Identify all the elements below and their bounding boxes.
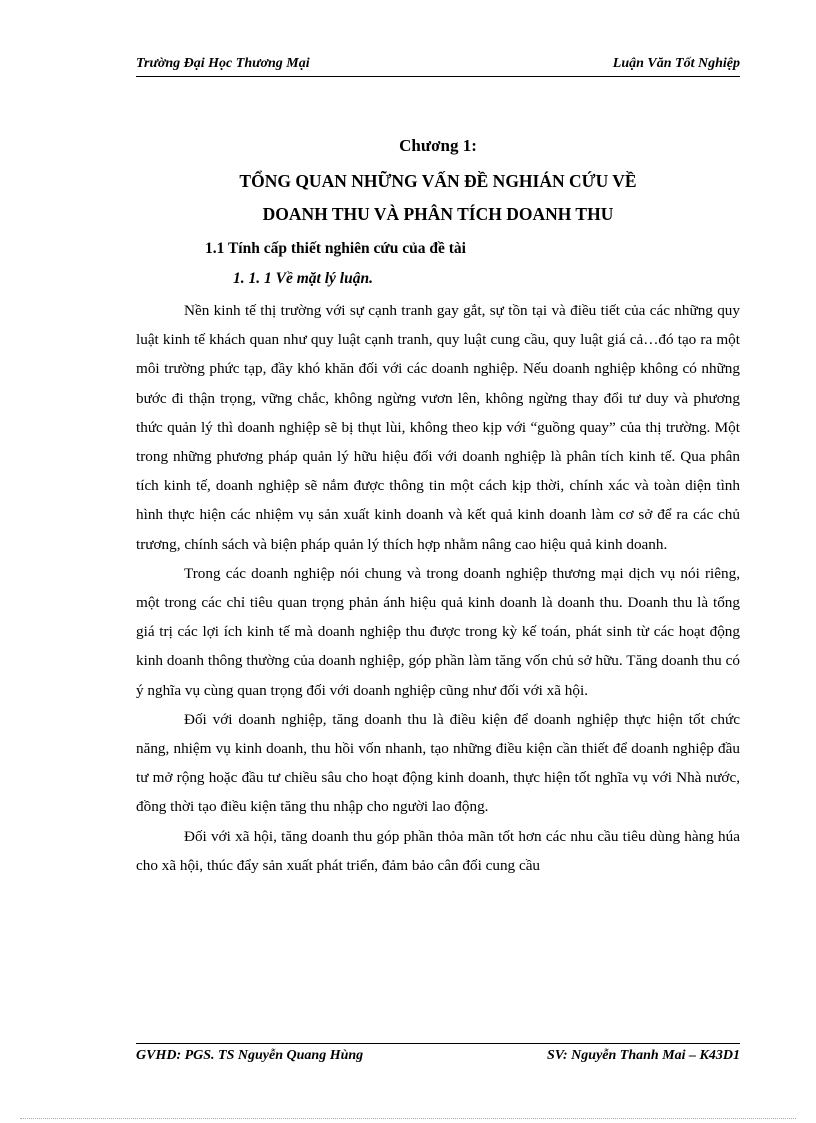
paragraph: Đối với xã hội, tăng doanh thu góp phần thỏa mãn tốt hơn các nhu cầu tiêu dùng hàng húa cho xã hội, thúc đẩy sản xuất phát triển, đảm bảo cân đối cung cầu [136, 827, 740, 874]
footer-advisor: GVHD: PGS. TS Nguyễn Quang Hùng [136, 1048, 364, 1063]
section-heading: 1.1 Tính cấp thiết nghiên cứu của đề tài [205, 240, 466, 257]
header-university: Trường Đại Học Thương Mại [136, 56, 310, 71]
body-text [136, 296, 740, 880]
chapter-title-line-1: TỔNG QUAN NHỮNG VẤN ĐỀ NGHIÁN CỨU VỀ [239, 171, 637, 191]
paragraph: Trong các doanh nghiệp nói chung và trong doanh nghiệp thương mại dịch vụ nói riêng, một trong các chỉ tiêu quan trọng phản ánh hiệu quả kinh doanh là doanh thu. Doanh thu là tổng giá trị các lợi ích kinh tế mà doanh nghiệp thu được trong kỳ kế toán, phát sinh từ các hoạt động kinh doanh thông thường của doanh nghiệp, góp phần làm tăng vốn chủ sở hữu. Tăng doanh thu có ý nghĩa vụ cùng quan trọng đối với doanh nghiệp cũng như đối với xã hội. [136, 564, 740, 699]
page-footer [136, 1048, 740, 1064]
subsection-heading: 1. 1. 1 Về mặt lý luận. [233, 270, 373, 287]
chapter-title-line-2: DOANH THU VÀ PHÂN TÍCH DOANH THU [262, 204, 614, 224]
header-divider [136, 76, 740, 77]
page-bottom-divider [20, 1118, 796, 1119]
paragraph: Đối với doanh nghiệp, tăng doanh thu là điều kiện để doanh nghiệp thực hiện tốt chức năng, nhiệm vụ kinh doanh, thu hồi vốn nhanh, tạo những điều kiện cần thiết để doanh nghiệp đầu tư mở rộng hoặc đầu tư chiều sâu cho hoạt động kinh doanh, thực hiện tốt nghĩa vụ với Nhà nước, đồng thời tạo điều kiện tăng thu nhập cho người lao động. [136, 710, 740, 816]
chapter-label: Chương 1: [399, 136, 477, 155]
footer-divider [136, 1043, 740, 1044]
page-header [136, 50, 740, 72]
paragraph: Nền kinh tế thị trường với sự cạnh tranh gay gắt, sự tồn tại và điều tiết của các những quy luật kinh tế khách quan như quy luật cạnh tranh, quy luật cung cầu, quy luật giá cả…đó tạo ra một môi trường phức tạp, đầy khó khăn đối với các doanh nghiệp. Nếu doanh nghiệp không có những bước đi thận trọng, vững chắc, không ngừng vươn lên, không ngừng thay đổi tư duy và phương thức quản lý thì doanh nghiệp sẽ bị thụt lùi, không theo kịp với “guồng quay” của thị trường. Một trong những phương pháp quản lý hữu hiệu đối với doanh nghiệp là phân tích kinh tế. Qua phân tích kinh tế, doanh nghiệp sẽ nắm được thông tin một cách kịp thời, chính xác và toàn diện tình hình thực hiện các nhiệm vụ sản xuất kinh doanh và kết quả kinh doanh làm cơ sở để ra các chủ trương, chính sách và biện pháp quản lý thích hợp nhằm nâng cao hiệu quả kinh doanh. [136, 302, 740, 553]
header-document-type: Luận Văn Tốt Nghiệp [612, 56, 740, 71]
footer-student: SV: Nguyễn Thanh Mai – K43D1 [546, 1048, 740, 1063]
